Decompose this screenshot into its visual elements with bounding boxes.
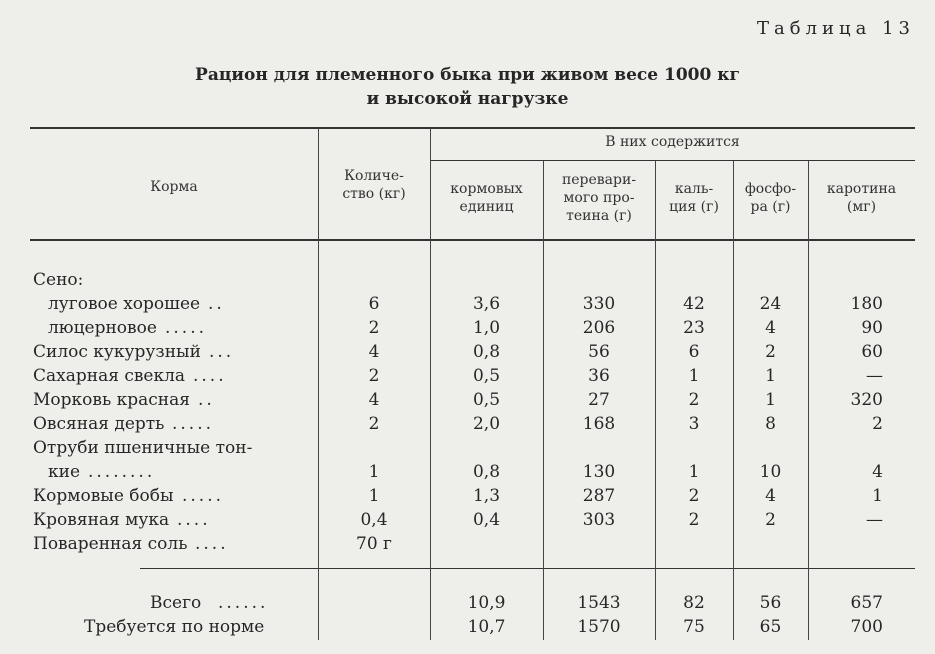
total-carotene: 657 (850, 593, 883, 613)
cell-qty: 4 (368, 390, 380, 410)
cell-ca: 23 (683, 318, 705, 338)
cell-car: 320 (850, 390, 883, 410)
feed-name: Кровяная мука (33, 510, 170, 530)
cell-p: 1 (765, 366, 776, 386)
top-rule (30, 127, 915, 129)
feed-name: Кормовые бобы (33, 486, 174, 506)
header-protein-line2: мого про- (563, 190, 635, 206)
cell-car: — (866, 510, 883, 530)
table-row (0, 390, 935, 414)
cell-units: 1,0 (472, 318, 501, 338)
leader-dots: ..... (172, 414, 215, 434)
total-calcium: 82 (683, 593, 705, 613)
norm-carotene: 700 (850, 617, 883, 637)
feed-name: люцерновое (48, 318, 157, 338)
total-row (0, 593, 935, 617)
cell-p: 10 (759, 462, 782, 482)
cell-units: 2,0 (472, 414, 501, 434)
totals-rule (140, 568, 915, 569)
header-calcium-line2: ция (г) (669, 199, 719, 215)
table-row (0, 270, 935, 294)
table-title-line2: и высокой нагрузке (366, 89, 569, 109)
cell-ca: 2 (688, 510, 700, 530)
cell-p: 8 (765, 414, 776, 434)
header-carotene-line2: (мг) (846, 199, 877, 215)
cell-car: 180 (850, 294, 883, 314)
cell-qty: 2 (368, 318, 380, 338)
leader-dots: ..... (182, 486, 225, 506)
cell-car: 1 (872, 486, 883, 506)
cell-protein: 130 (582, 462, 616, 482)
header-protein-line3: теина (г) (566, 208, 632, 224)
feed-name: Силос кукурузный (33, 342, 201, 362)
cell-car: 90 (861, 318, 883, 338)
cell-qty: 6 (368, 294, 380, 314)
norm-row (0, 617, 935, 641)
header-contains-label: В них содержится (605, 134, 740, 150)
total-feed-units: 10,9 (467, 593, 506, 613)
leader-dots: ..... (165, 318, 208, 338)
feed-name: Сахарная свекла (33, 366, 186, 386)
header-protein (543, 171, 655, 225)
feed-name: Отруби пшеничные тон- (33, 438, 253, 458)
cell-p: 24 (759, 294, 782, 314)
cell-units: 0,8 (472, 342, 501, 362)
norm-protein: 1570 (577, 617, 621, 637)
header-quantity-line2: ство (кг) (342, 186, 406, 202)
cell-protein: 206 (582, 318, 616, 338)
cell-qty: 1 (368, 462, 380, 482)
table-number: Таблица 13 (757, 18, 915, 39)
total-protein: 1543 (577, 593, 621, 613)
cell-p: 1 (765, 390, 776, 410)
header-feeds-label: Корма (150, 179, 198, 195)
cell-ca: 1 (688, 366, 700, 386)
leader-dots: .... (177, 510, 211, 530)
table-title-line1: Рацион для племенного быка при живом весе 1000 кг (195, 65, 740, 85)
header-feed-units (430, 180, 543, 216)
leader-dots: .... (193, 366, 227, 386)
leader-dots: .. (198, 390, 215, 410)
cell-qty: 2 (368, 414, 380, 434)
cell-units: 3,6 (472, 294, 501, 314)
feed-name: Сено: (33, 270, 84, 290)
leader-dots: ........ (88, 462, 156, 482)
feed-name: Овсяная дерть (33, 414, 165, 434)
header-contains (430, 133, 915, 151)
cell-car: 60 (861, 342, 883, 362)
header-phosphorus-line1: фосфо- (744, 181, 797, 197)
table-row (0, 342, 935, 366)
cell-units: 0,8 (472, 462, 501, 482)
leader-dots: ... (209, 342, 235, 362)
cell-qty: 70 г (356, 534, 392, 554)
cell-car: — (866, 366, 883, 386)
table-row (0, 294, 935, 318)
cell-ca: 1 (688, 462, 700, 482)
table-row (0, 438, 935, 462)
cell-car: 2 (872, 414, 883, 434)
cell-car: 4 (872, 462, 883, 482)
header-protein-line1: перевари- (561, 172, 637, 188)
leader-dots: .... (195, 534, 229, 554)
cell-protein: 287 (582, 486, 616, 506)
header-carotene-line1: каротина (826, 181, 897, 197)
cell-p: 2 (765, 342, 776, 362)
cell-protein: 36 (588, 366, 610, 386)
cell-qty: 0,4 (360, 510, 388, 530)
header-bottom-rule (30, 239, 915, 241)
norm-calcium: 75 (683, 617, 705, 637)
norm-phosphorus: 65 (759, 617, 782, 637)
cell-units: 0,5 (472, 390, 501, 410)
cell-protein: 168 (582, 414, 616, 434)
feed-name: луговое хорошее (48, 294, 201, 314)
cell-qty: 2 (368, 366, 380, 386)
cell-protein: 303 (582, 510, 616, 530)
feed-name: кие (48, 462, 81, 482)
table-row (0, 414, 935, 438)
cell-qty: 4 (368, 342, 380, 362)
cell-ca: 2 (688, 486, 700, 506)
cell-protein: 330 (582, 294, 616, 314)
cell-ca: 42 (683, 294, 705, 314)
cell-protein: 56 (588, 342, 610, 362)
table-row (0, 486, 935, 510)
header-calcium (655, 180, 733, 216)
feed-name: Морковь красная (33, 390, 190, 410)
table-row (0, 462, 935, 486)
cell-p: 4 (765, 318, 776, 338)
header-quantity-line1: Количе- (344, 168, 404, 184)
feed-name: Поваренная соль (33, 534, 188, 554)
subheader-rule (430, 160, 915, 161)
header-quantity (318, 167, 430, 203)
header-feed-units-line1: кормовых (450, 181, 523, 197)
total-dots: ...... (218, 593, 269, 613)
header-feeds (30, 178, 318, 196)
header-carotene (808, 180, 915, 216)
cell-units: 1,3 (472, 486, 501, 506)
cell-ca: 6 (688, 342, 700, 362)
cell-p: 2 (765, 510, 776, 530)
total-label: Всего (150, 593, 202, 613)
cell-ca: 3 (688, 414, 700, 434)
table-row (0, 534, 935, 558)
cell-units: 0,4 (472, 510, 501, 530)
norm-feed-units: 10,7 (467, 617, 506, 637)
cell-protein: 27 (588, 390, 610, 410)
header-calcium-line1: каль- (674, 181, 714, 197)
cell-units: 0,5 (472, 366, 501, 386)
cell-p: 4 (765, 486, 776, 506)
total-phosphorus: 56 (759, 593, 782, 613)
header-feed-units-line2: единиц (459, 199, 514, 215)
leader-dots: .. (208, 294, 225, 314)
table-row (0, 510, 935, 534)
header-phosphorus-line2: ра (г) (750, 199, 791, 215)
header-phosphorus (733, 180, 808, 216)
cell-ca: 2 (688, 390, 700, 410)
norm-label: Требуется по норме (84, 617, 265, 637)
table-row (0, 366, 935, 390)
table-row (0, 318, 935, 342)
cell-qty: 1 (368, 486, 380, 506)
